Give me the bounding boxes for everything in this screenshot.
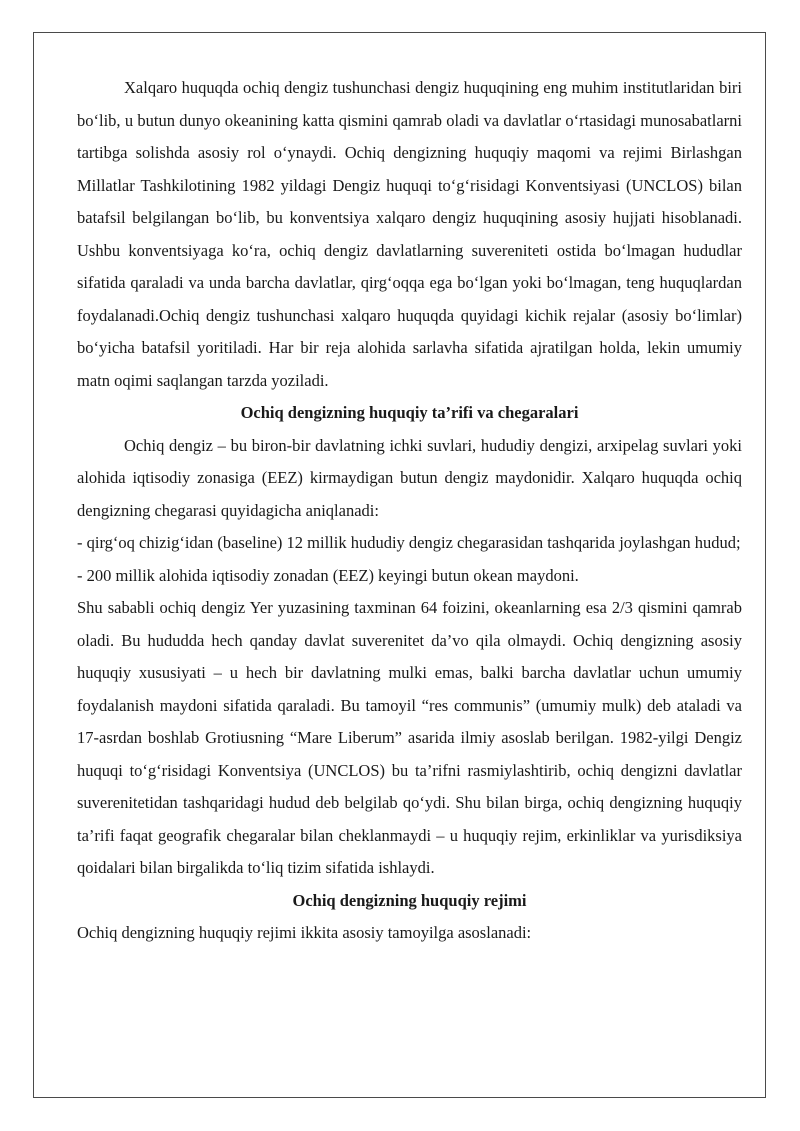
document-body: [77, 72, 742, 950]
regime-paragraph: Ochiq dengizning huquqiy rejimi ikkita asosiy tamoyilga asoslanadi:: [77, 923, 532, 942]
section-heading-regime: Ochiq dengizning huquqiy rejimi: [292, 890, 527, 910]
intro-paragraph: Xalqaro huquqda ochiq dengiz tushunchasi dengiz huquqining eng muhim institutlaridan biri bo‘lib, u butun dunyo okeanining katta qismini qamrab oladi va davlatlar o‘rtasidagi munosabatlarni tartibga solishda asosiy rol o‘ynaydi. Ochiq dengizning huquqiy maqomi va rejimi Birlashgan Millatlar Tashkilotining 1982 yildagi Dengiz huquqi to‘g‘risidagi Konventsiyasi (UNCLOS) bilan batafsil belgilangan bo‘lib, bu konventsiya xalqaro dengiz huquqining asosiy hujjati hisoblanadi. Ushbu konventsiyaga ko‘ra, ochiq dengiz davlatlarning suvereniteti ostida bo‘lmagan hududlar sifatida qaraladi va unda barcha davlatlar, qirg‘oqqa ega bo‘lgan yoki bo‘lmagan, teng huquqlardan foydalanadi.Ochiq dengiz tushunchasi xalqaro huquqda quyidagi kichik rejalar (asosiy bo‘limlar) bo‘yicha batafsil yoritiladi. Har bir reja alohida sarlavha sifatida ajratilgan holda, lekin umumiy matn oqimi saqlangan tarzda yoziladi.: [77, 78, 742, 390]
definition-paragraph: Ochiq dengiz – bu biron-bir davlatning ichki suvlari, hududiy dengizi, arxipelag suvlari yoki alohida iqtisodiy zonasiga (EEZ) kirmaydigan butun dengiz maydonidir. Xalqaro huquqda ochiq dengizning chegarasi quyidagicha aniqlanadi:: [77, 435, 742, 520]
list-item: - qirg‘oq chizig‘idan (baseline) 12 millik hududiy dengiz chegarasidan tashqarida joylashgan hudud;: [77, 533, 741, 552]
section-heading-definition: Ochiq dengizning huquqiy ta’rifi va chegaralari: [240, 403, 579, 422]
body-paragraph: Shu sababli ochiq dengiz Yer yuzasining taxminan 64 foizini, okeanlarning esa 2/3 qismini qamrab oladi. Bu hududda hech qanday davlat suverenitet da’vo qila olmaydi. Ochiq dengizning asosiy huquqiy xususiyati – u hech bir davlatning mulki emas, balki barcha davlatlar uchun umumiy foydalanish maydoni sifatida qaraladi. Bu tamoyil “res communis” (umumiy mulk) deb ataladi va 17-asrdan boshlab Grotiusning “Mare Liberum” asarida ilmiy asoslab berilgan. 1982-yilgi Dengiz huquqi to‘g‘risidagi Konventsiya (UNCLOS) bu ta’rifni rasmiylashtirib, ochiq dengizni davlatlar suverenitetidan tashqaridagi hudud deb belgilab qo‘ydi. Shu bilan birga, ochiq dengizning huquqiy ta’rifi faqat geografik chegaralar bilan cheklanmaydi – u huquqiy rejim, erkinliklar va yurisdiksiya qoidalari bilan birgalikda to‘liq tizim sifatida ishlaydi.: [77, 598, 742, 877]
list-item: - 200 millik alohida iqtisodiy zonadan (EEZ) keyingi butun okean maydoni.: [77, 565, 579, 585]
